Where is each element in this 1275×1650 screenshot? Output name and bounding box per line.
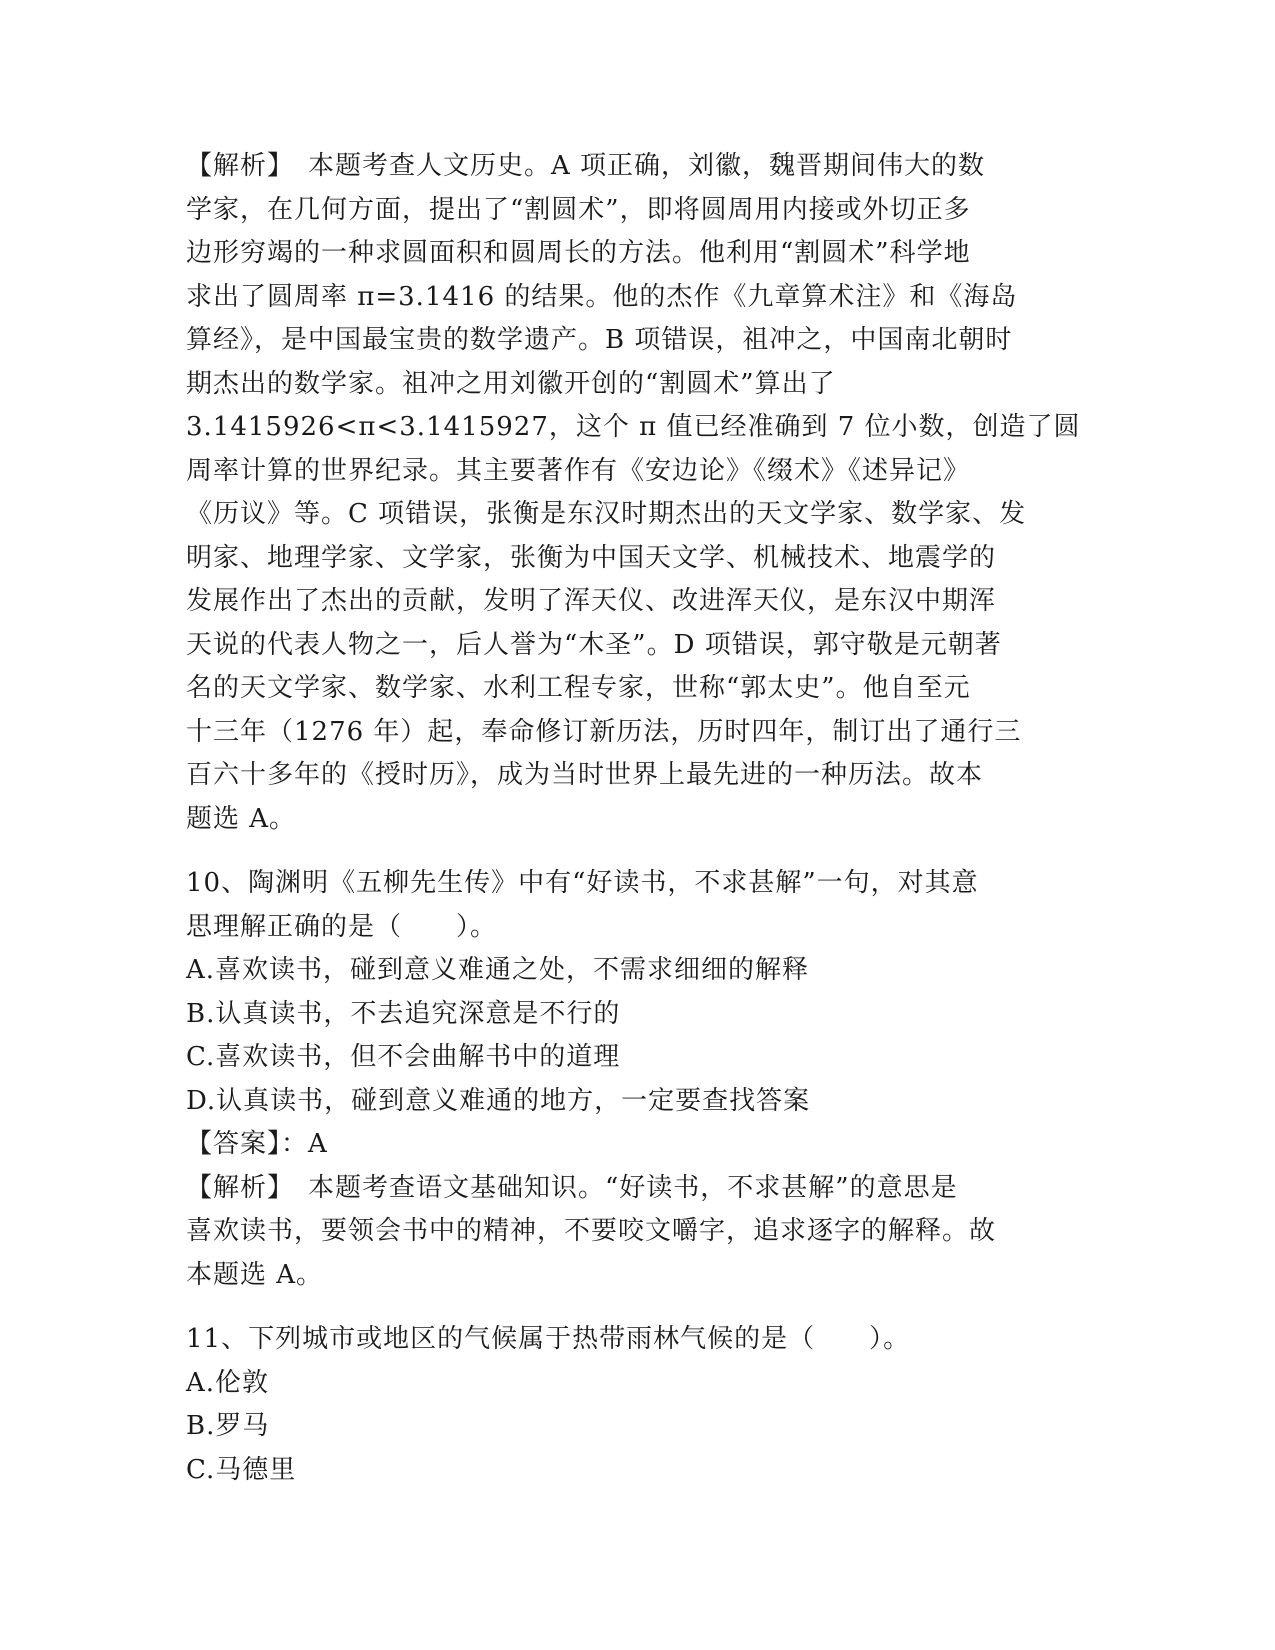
analysis-line: 发展作出了杰出的贡献，发明了浑天仪、改进浑天仪，是东汉中期浑 [186,586,997,616]
analysis-line: 本题选 A。 [186,1259,324,1290]
analysis-line: 喜欢读书，要领会书中的精神，不要咬文嚼字，追求逐字的解释。故 [186,1216,997,1246]
question-11 [186,1318,1086,1492]
analysis-line: 3.1415926<π<3.1415927，这个 π 值已经准确到 7 位小数，创造了圆 [186,412,1081,442]
analysis-line: 【解析】 本题考查人文历史。A 项正确，刘徽，魏晋期间伟大的数 [186,151,986,181]
question-10 [186,862,1086,1297]
option-c: C.马德里 [186,1454,297,1485]
analysis-line: 边形穷竭的一种求圆面积和圆周长的方法。他利用“割圆术”科学地 [186,238,971,268]
analysis-line: 百六十多年的《授时历》，成为当时世界上最先进的一种历法。故本 [186,760,984,790]
analysis-line: 算经》，是中国最宝贵的数学遗产。B 项错误，祖冲之，中国南北朝时 [186,325,1013,355]
analysis-line: 【解析】 本题考查语文基础知识。“好读书，不求甚解”的意思是 [186,1172,958,1203]
q9-analysis [186,145,1086,841]
question-stem: 11、下列城市或地区的气候属于热带雨林气候的是（ ）。 [186,1324,911,1354]
analysis-line: 明家、地理学家、文学家，张衡为中国天文学、机械技术、地震学的 [186,542,997,573]
option-c: C.喜欢读书，但不会曲解书中的道理 [186,1042,621,1072]
paragraph-gap [186,841,1086,862]
analysis-line: 求出了圆周率 π=3.1416 的结果。他的杰作《九章算术注》和《海岛 [186,281,1018,312]
analysis-line: 名的天文学家、数学家、水利工程专家，世称“郭太史”。他自至元 [186,673,971,703]
answer: 【答案】：A [186,1129,328,1159]
option-b: B.认真读书，不去追究深意是不行的 [186,998,621,1029]
analysis-line: 《历议》等。C 项错误，张衡是东汉时期杰出的天文学家、数学家、发 [186,499,1027,529]
option-b: B.罗马 [186,1411,270,1441]
analysis-line: 学家，在几何方面，提出了“割圆术”，即将圆周用内接或外切正多 [186,194,971,225]
question-stem: 10、陶渊明《五柳先生传》中有“好读书，不求甚解”一句，对其意 [186,868,979,898]
analysis-line: 周率计算的世界纪录。其主要著作有《安边论》《缀术》《述异记》 [186,455,971,486]
analysis-line: 天说的代表人物之一，后人誉为“木圣”。D 项错误，郭守敬是元朝著 [186,629,1002,660]
option-a: A.喜欢读书，碰到意义难通之处，不需求细细的解释 [186,955,810,985]
paragraph-gap [186,1297,1086,1318]
analysis-line: 期杰出的数学家。祖冲之用刘徽开创的“割圆术”算出了 [186,368,836,399]
question-stem: 思理解正确的是（ ）。 [186,911,498,942]
option-a: A.伦敦 [186,1367,270,1398]
document-page [186,145,1086,1492]
analysis-line: 十三年（1276 年）起，奉命修订新历法，历时四年，制订出了通行三 [186,716,1022,747]
option-d: D.认真读书，碰到意义难通的地方，一定要查找答案 [186,1085,811,1116]
analysis-line: 题选 A。 [186,803,297,834]
